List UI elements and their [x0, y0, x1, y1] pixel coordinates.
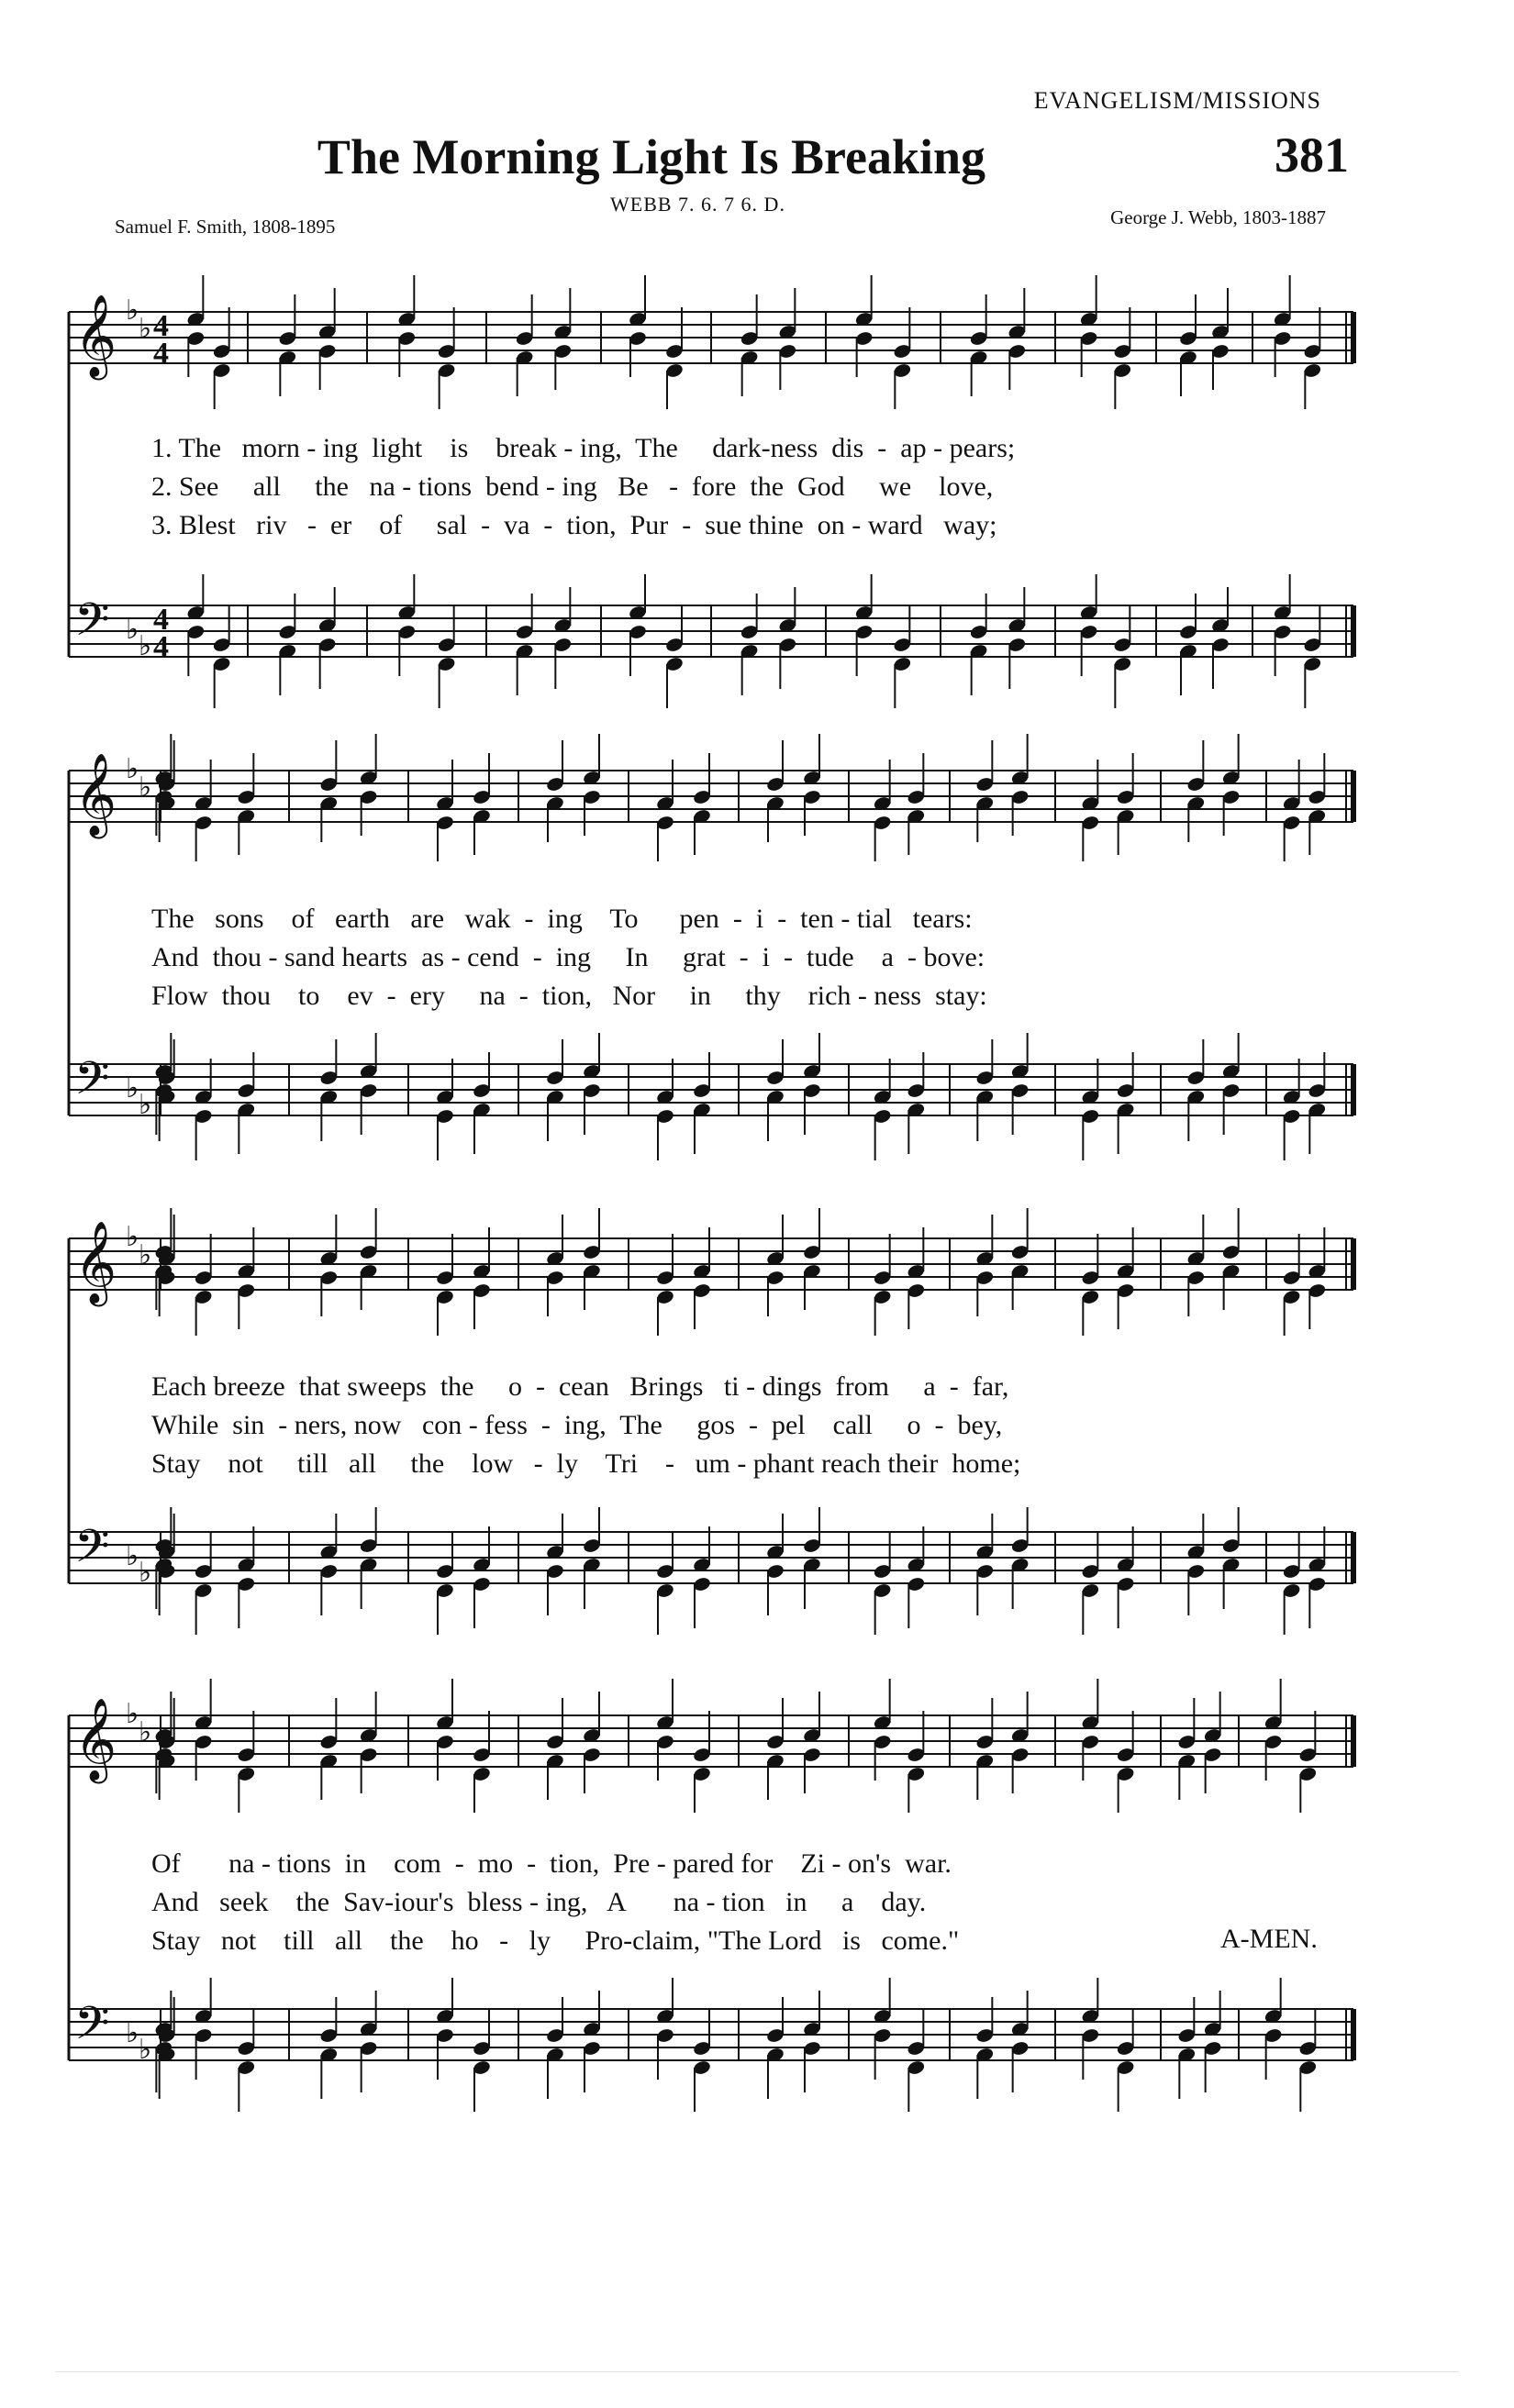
time-signature-bottom: 4 — [153, 337, 169, 371]
treble-clef-icon: 𝄞 — [74, 1221, 117, 1304]
verse-line: Stay not till all the ho - ly Pro-claim, "The Lord is come." — [151, 1925, 980, 1956]
flat-icon: ♭ — [126, 1540, 139, 1572]
verse-line: 1. The morn - ing light is break - ing, The dark-ness dis - ap - pears; — [151, 433, 1016, 463]
verse-line: While sin - ners, now con - fess - ing, The gos - pel call o - bey, — [151, 1410, 1003, 1440]
hymn-title: The Morning Light Is Breaking — [317, 129, 986, 184]
flat-icon: ♭ — [126, 294, 139, 327]
flat-icon: ♭ — [139, 1557, 152, 1589]
flat-icon: ♭ — [139, 1239, 152, 1271]
flat-icon: ♭ — [139, 2034, 152, 2066]
verse-line: 3. Blest riv - er of sal - va - tion, Pur - sue thine on - ward way; — [151, 510, 997, 540]
bass-clef-icon: 𝄢 — [74, 1997, 110, 2061]
music-system-3 — [69, 1220, 1372, 1660]
composer-credit: George J. Webb, 1803-1887 — [1110, 206, 1326, 228]
tune-name: WEBB 7. 6. 7 6. D. — [610, 193, 785, 216]
flat-icon: ♭ — [126, 1221, 139, 1253]
flat-icon: ♭ — [126, 2017, 139, 2049]
flat-icon: ♭ — [139, 630, 152, 662]
verse-line: Each breeze that sweeps the o - cean Brings ti - dings from a - far, — [151, 1371, 1009, 1402]
flat-icon: ♭ — [139, 1716, 152, 1748]
music-system-2 — [69, 752, 1372, 1193]
hymn-number: 381 — [1275, 128, 1349, 183]
time-signature-top: 4 — [153, 309, 169, 343]
flat-icon: ♭ — [126, 753, 139, 785]
flat-icon: ♭ — [139, 1089, 152, 1121]
verse-line: And thou - sand hearts as - cend - ing In grat - i - tude a - bove: — [151, 942, 985, 972]
treble-clef-icon: 𝄞 — [74, 753, 117, 836]
bass-clef-icon: 𝄢 — [74, 1052, 110, 1116]
flat-icon: ♭ — [126, 614, 139, 646]
verse-line: Of na - tions in com - mo - tion, Pre - pared for Zi - on's war. — [151, 1848, 952, 1879]
verse-line: Flow thou to ev - ery na - tion, Nor in thy rich - ness stay: — [151, 981, 987, 1011]
time-signature-top: 4 — [153, 603, 169, 637]
verse-line: The sons of earth are wak - ing To pen - i - ten - tial tears: — [151, 904, 973, 934]
bass-clef-icon: 𝄢 — [74, 1520, 110, 1584]
flat-icon: ♭ — [139, 771, 152, 804]
verse-line: And seek the Sav-iour's bless - ing, A na - tion in a day. — [151, 1887, 927, 1917]
verse-line: 2. See all the na - tions bend - ing Be - fore the God we love, — [151, 472, 994, 502]
flat-icon: ♭ — [139, 313, 152, 345]
music-system-1 — [69, 275, 1372, 734]
hymnal-category: EVANGELISM/MISSIONS — [1033, 87, 1321, 114]
author-credit: Samuel F. Smith, 1808-1895 — [115, 216, 336, 238]
music-system-4 — [69, 1697, 1372, 2137]
treble-clef-icon: 𝄞 — [74, 294, 117, 377]
time-signature-bottom: 4 — [153, 630, 169, 664]
treble-clef-icon: 𝄞 — [74, 1698, 117, 1781]
flat-icon: ♭ — [126, 1072, 139, 1104]
bass-clef-icon: 𝄢 — [74, 594, 110, 658]
page-bottom-rule — [55, 2371, 1459, 2372]
amen-text: A-MEN. — [1220, 1924, 1318, 1954]
flat-icon: ♭ — [126, 1698, 139, 1730]
verse-line: Stay not till all the low - ly Tri - um - phant reach their home; — [151, 1448, 1021, 1479]
